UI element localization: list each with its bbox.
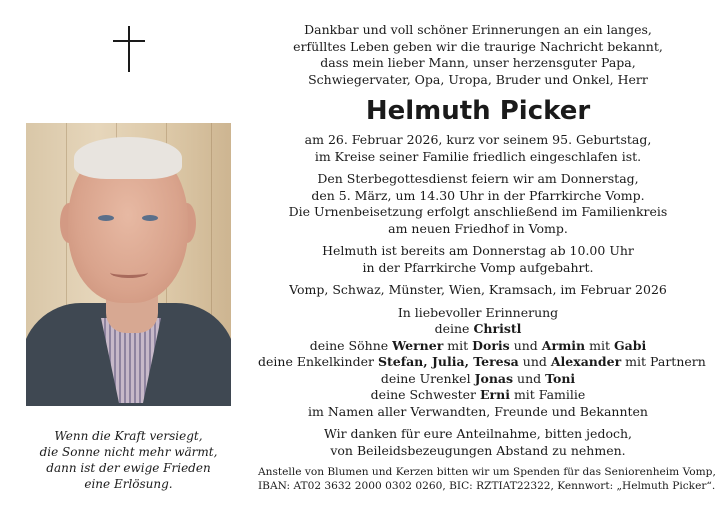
verse-line: eine Erlösung.: [84, 477, 173, 491]
mourner-sons: deine Söhne Werner mit Doris und Armin mit Gabi: [309, 337, 647, 353]
viewing-paragraph: Helmuth ist bereits am Donnerstag ab 10.00 Uhr in der Pfarrkirche Vomp aufgebahrt.: [322, 243, 634, 275]
mourner-sister: deine Schwester Erni mit Familie: [370, 387, 586, 402]
mourner-grandchildren: deine Enkelkinder Stefan, Julia, Teresa und Alexander mit Partnern: [258, 354, 706, 369]
verse-line: dann ist der ewige Frieden: [46, 461, 211, 475]
obituary-text: [258, 22, 716, 493]
mourners-list: In liebevoller Erinnerung deine Christl deine Söhne Werner mit Doris und Armin mit Gabi deine Enkelkinder Stefan, Julia, Teresa und Alexander mit Partnern deine Urenkel Jonas und Toni deine Schwester Erni mit Familie im Namen aller Verwandten, Freunde und Bekannten: [258, 304, 706, 419]
thanks-paragraph: Wir danken für eure Anteilnahme, bitten jedoch, von Beileidsbezeugungen Abstand zu nehmen.: [323, 426, 633, 458]
death-paragraph: am 26. Februar 2026, kurz vor seinem 95. Geburtstag, im Kreise seiner Familie friedlich eingeschlafen ist.: [304, 132, 652, 164]
cross-icon: [113, 26, 145, 72]
mourner-great-grandchildren: deine Urenkel Jonas und Toni: [380, 370, 576, 386]
deceased-name: Helmuth Picker: [365, 96, 591, 126]
portrait-photo: [26, 123, 231, 406]
intro-paragraph: Dankbar und voll schöner Erinnerungen an ein langes, erfülltes Leben geben wir die traurige Nachricht bekannt, dass mein lieber Mann, unser herzensguter Papa, Schwiegervater, Opa, Uropa, Bruder und Onkel, Herr: [293, 22, 663, 87]
memorial-verse: [26, 428, 231, 492]
verse-line: die Sonne nicht mehr wärmt,: [39, 445, 218, 459]
verse-line: Wenn die Kraft versiegt,: [54, 429, 203, 443]
donation-note: Anstelle von Blumen und Kerzen bitten wir um Spenden für das Seniorenheim Vomp, IBAN: AT02 3632 2000 0302 0260, BIC: RZTIAT22322, Kennwort: „Helmuth Picker“.: [258, 466, 716, 492]
service-paragraph: Den Sterbegottesdienst feiern wir am Donnerstag, den 5. März, um 14.30 Uhr in der Pfarrkirche Vomp. Die Urnenbeisetzung erfolgt anschließend im Familienkreis am neuen Friedhof in Vomp.: [288, 171, 668, 236]
place-date: Vomp, Schwaz, Münster, Wien, Kramsach, im Februar 2026: [289, 282, 667, 297]
mourner-wife: deine Christl: [434, 321, 522, 336]
